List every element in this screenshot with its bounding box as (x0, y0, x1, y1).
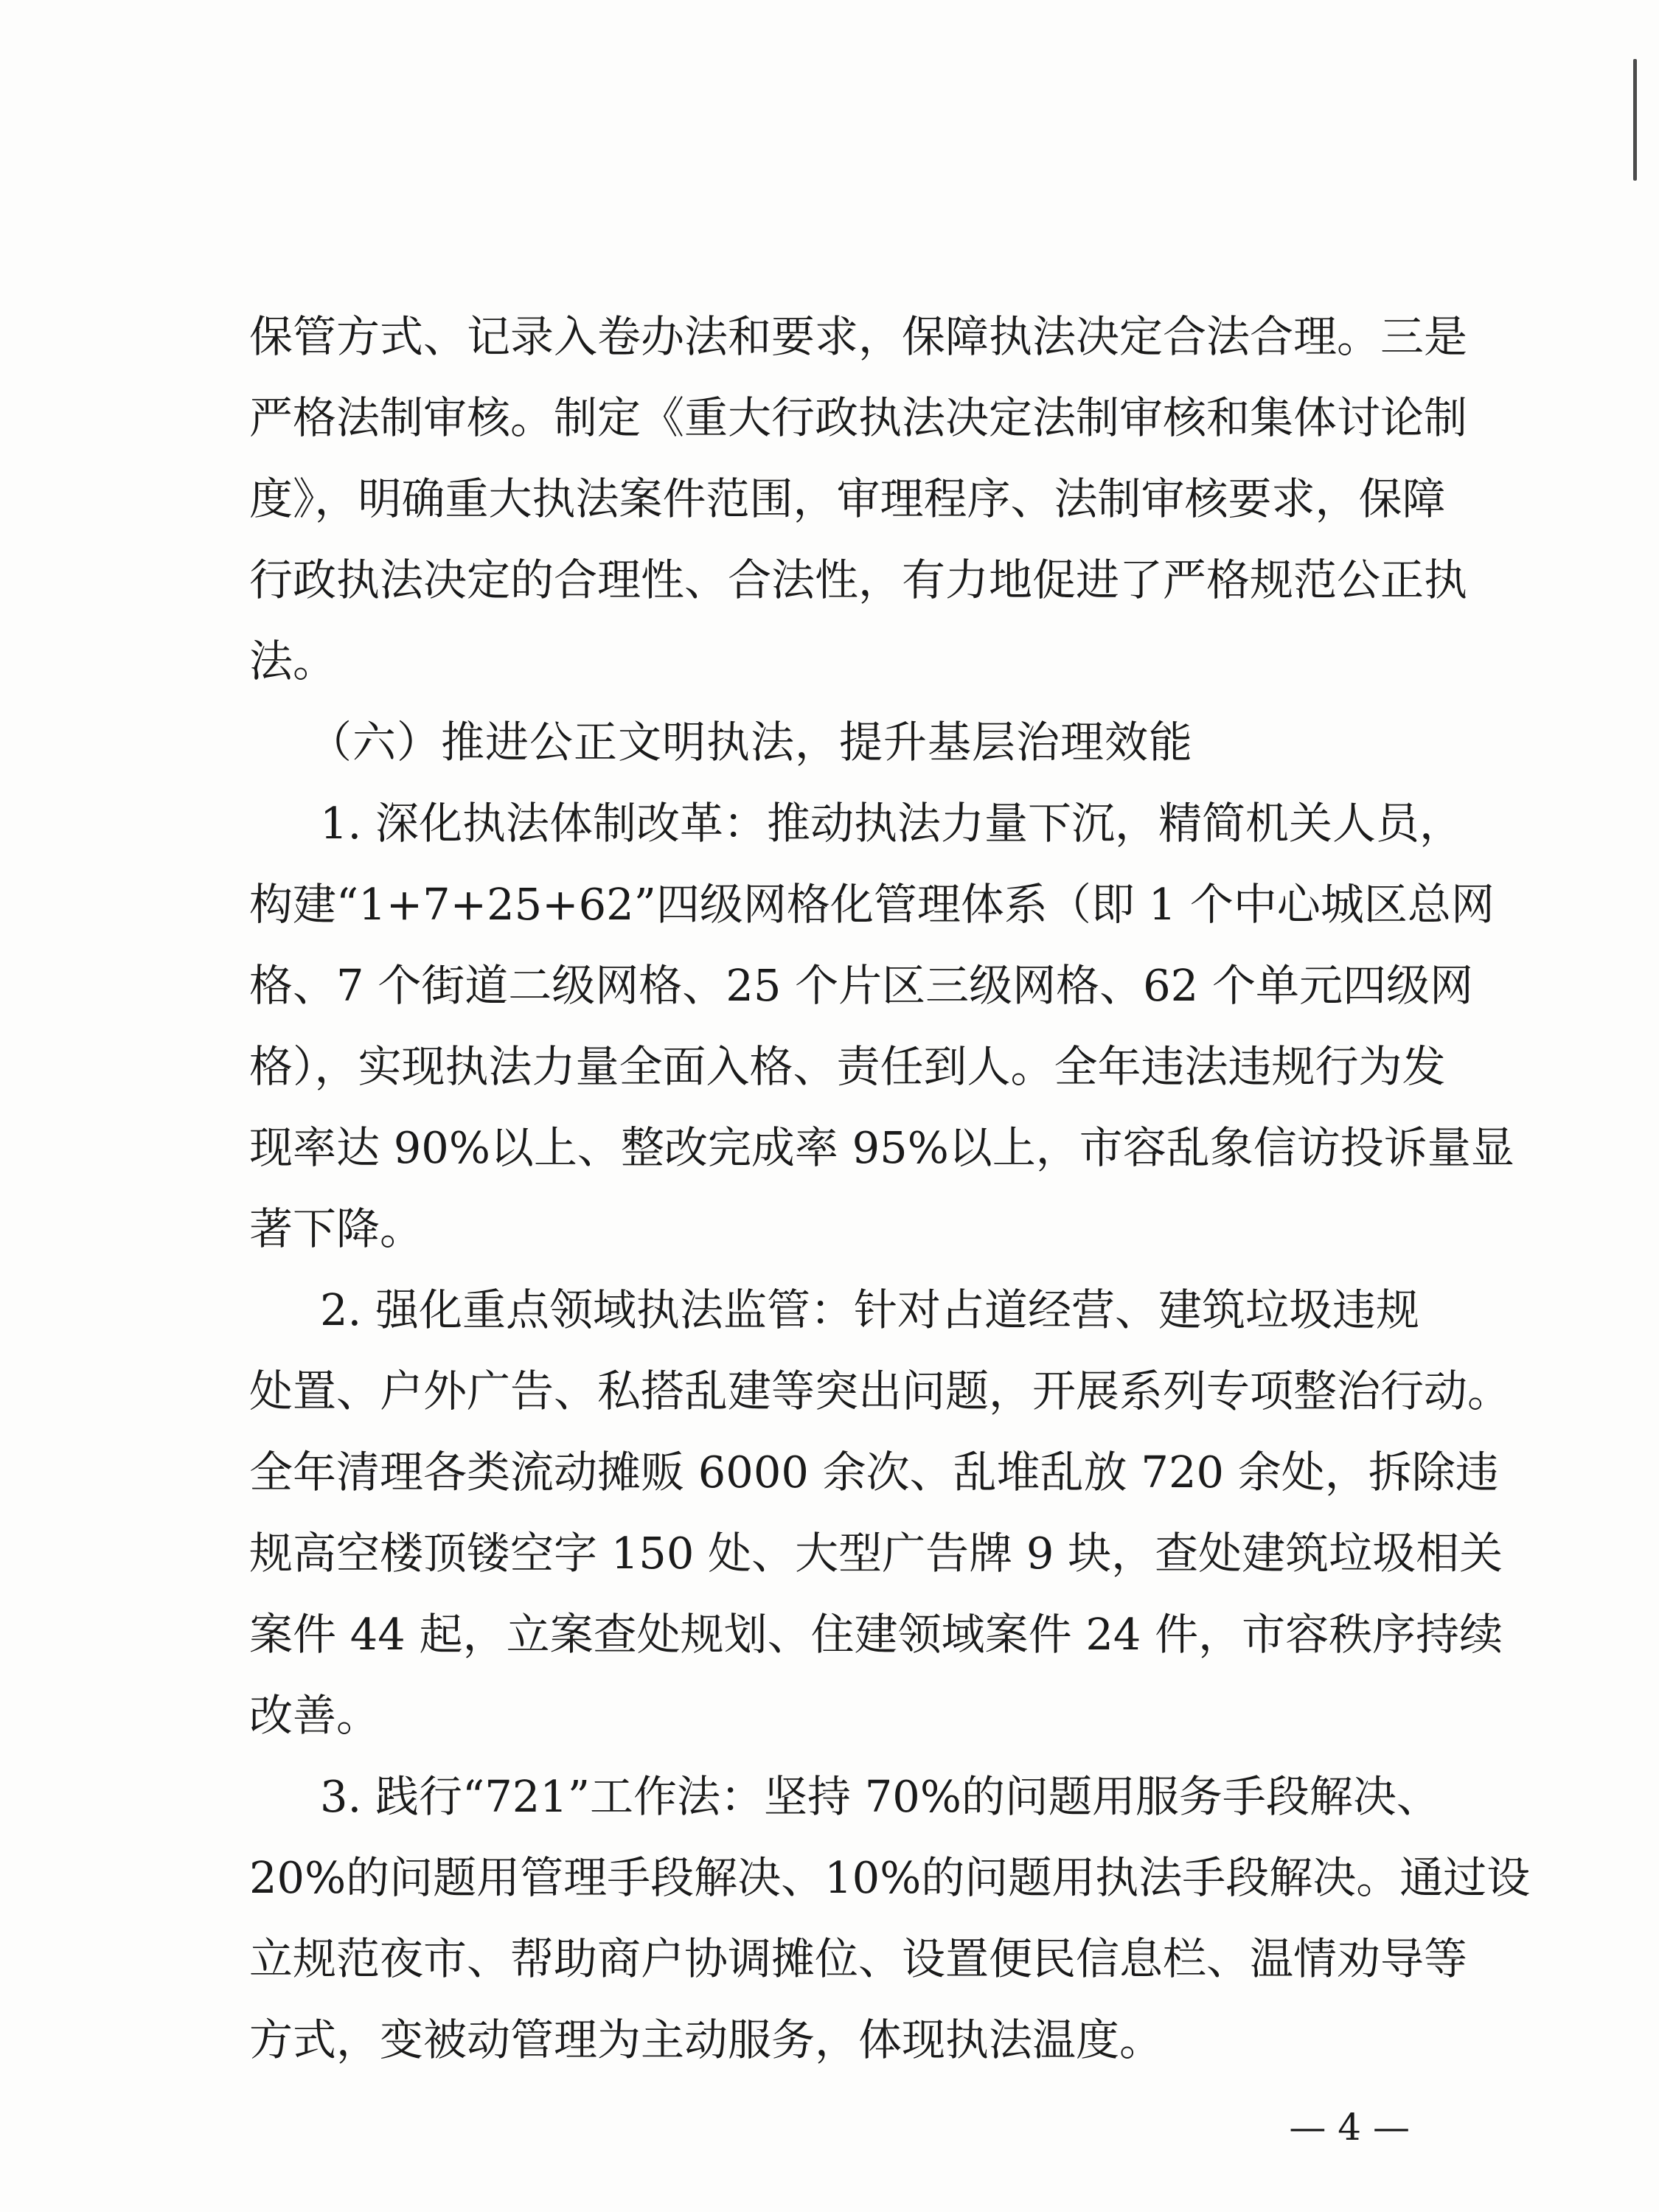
text-line: 著下降。 (249, 1203, 424, 1254)
text-line: 处置、户外广告、私搭乱建等突出问题，开展系列专项整治行动。 (249, 1366, 1512, 1416)
text-line: 保管方式、记录入卷办法和要求，保障执法决定合法合理。三是 (249, 311, 1468, 362)
text-line: 构建“1+7+25+62”四级网格化管理体系（即 1 个中心城区总网 (249, 879, 1495, 930)
text-line: 改善。 (249, 1690, 380, 1741)
text-line: 案件 44 起，立案查处规划、住建领域案件 24 件，市容秩序持续 (249, 1609, 1503, 1660)
text-line: 3. 践行“721”工作法：坚持 70%的问题用服务手段解决、 (320, 1771, 1440, 1822)
page-number: — 4 — (1289, 2106, 1410, 2149)
text-line: 法。 (249, 636, 337, 686)
text-line: 方式，变被动管理为主动服务，体现执法温度。 (249, 2014, 1164, 2065)
text-line: 2. 强化重点领域执法监管：针对占道经营、建筑垃圾违规 (320, 1284, 1420, 1335)
section-heading: （六）推进公正文明执法，提升基层治理效能 (308, 717, 1194, 768)
text-line: 格、7 个街道二级网格、25 个片区三级网格、62 个单元四级网 (249, 960, 1473, 1011)
text-line: 格），实现执法力量全面入格、责任到人。全年违法违规行为发 (249, 1041, 1446, 1092)
document-body (249, 296, 1531, 2081)
text-line: 20%的问题用管理手段解决、10%的问题用执法手段解决。通过设 (249, 1852, 1531, 1903)
text-line: 现率达 90%以上、整改完成率 95%以上，市容乱象信访投诉量显 (249, 1122, 1514, 1173)
text-line: 1. 深化执法体制改革：推动执法力量下沉，精简机关人员， (320, 798, 1464, 849)
text-line: 立规范夜市、帮助商户协调摊位、设置便民信息栏、温情劝导等 (249, 1933, 1468, 1984)
text-line: 规高空楼顶镂空字 150 处、大型广告牌 9 块，查处建筑垃圾相关 (249, 1528, 1503, 1579)
text-line: 度》，明确重大执法案件范围，审理程序、法制审核要求，保障 (249, 473, 1446, 524)
text-line: 行政执法决定的合理性、合法性，有力地促进了严格规范公正执 (249, 554, 1468, 605)
scan-edge-mark (1633, 59, 1637, 181)
text-line: 严格法制审核。制定《重大行政执法决定法制审核和集体讨论制 (249, 392, 1468, 443)
text-line: 全年清理各类流动摊贩 6000 余次、乱堆乱放 720 余处，拆除违 (249, 1447, 1499, 1498)
